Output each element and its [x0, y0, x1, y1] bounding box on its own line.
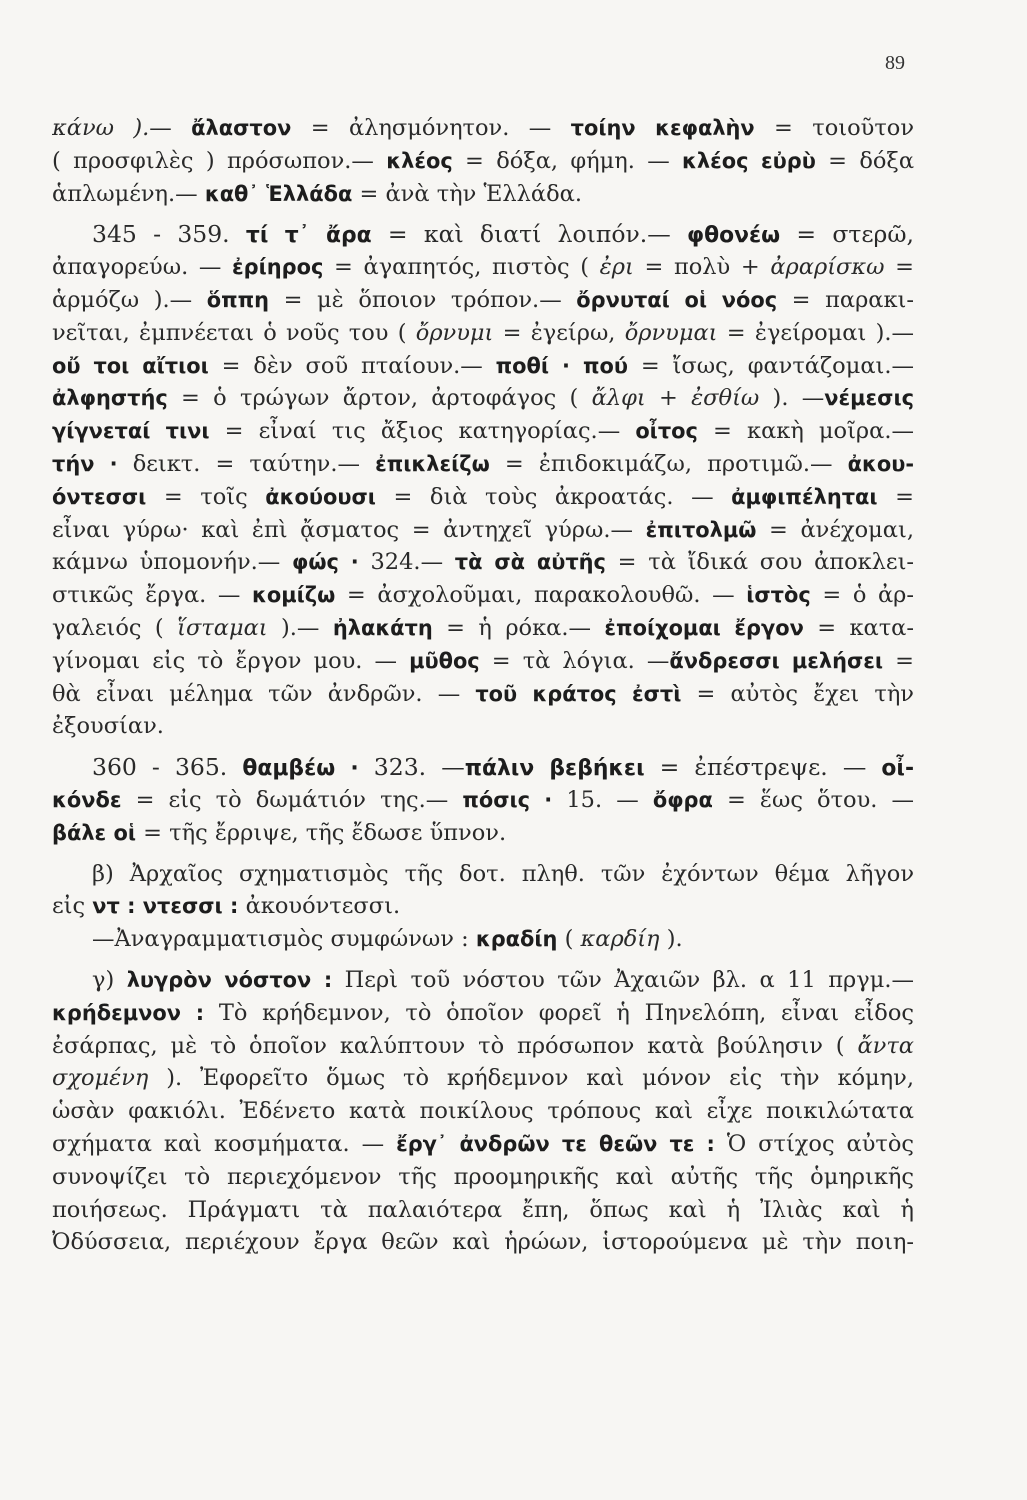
commentary-text	[52, 112, 914, 1259]
text-line: —Ἀναγραμματισμὸς συμφώνων : κραδίη ( καρδίη ).	[92, 926, 683, 953]
text-line: βάλε οἱ = τῆς ἔρριψε, τῆς ἔδωσε ὕπνον.	[52, 819, 507, 846]
text-line: νεῖται, ἐμπνέεται ὁ νοῦς του ( ὄρνυμι = ἐγείρω, ὄρνυμαι = ἐγείρομαι ).—	[52, 319, 914, 346]
text-line: κόνδε = εἰς τὸ δωμάτιόν της.— πόσις · 15. — ὄφρα = ἕως ὅτου. —	[52, 786, 914, 813]
text-line: 345 - 359. τί τ᾽ ἄρα = καὶ διατί λοιπόν.— φθονέω = στερῶ,	[92, 220, 914, 249]
text-line: γ) λυγρὸν νόστον : Περὶ τοῦ νόστου τῶν Ἀχαιῶν βλ. α 11 πργμ.—	[92, 966, 914, 993]
text-line: ὡσὰν φακιόλι. Ἐδένετο κατὰ ποικίλους τρόπους καὶ εἶχε ποικιλώτατα	[52, 1098, 914, 1125]
text-line: σχήματα καὶ κοσμήματα. — ἔργ᾽ ἀνδρῶν τε θεῶν τε : Ὁ στίχος αὐτὸς	[52, 1130, 914, 1157]
text-line: β) Ἀρχαῖος σχηματισμὸς τῆς δοτ. πληθ. τῶν ἐχόντων θέμα λῆγον	[92, 860, 914, 887]
text-line: συνοψίζει τὸ περιεχόμενον τῆς προομηρικῆς καὶ αὐτῆς τῆς ὁμηρικῆς	[52, 1163, 914, 1190]
text-line: στικῶς ἔργα. — κομίζω = ἀσχολοῦμαι, παρακολουθῶ. — ἱστὸς = ὁ ἀρ-	[52, 582, 914, 609]
text-line: ἐξουσίαν.	[52, 713, 164, 740]
text-line: ἀλφηστής = ὁ τρώγων ἄρτον, ἀρτοφάγος ( ἄλφι + ἐσθίω ). —νέμεσις	[52, 385, 914, 412]
text-line: γίγνεταί τινι = εἶναί τις ἄξιος κατηγορίας.— οἶτος = κακὴ μοῖρα.—	[52, 418, 914, 445]
text-line: οὔ τοι αἴτιοι = δὲν σοῦ πταίουν.— ποθί · πού = ἴσως, φαντάζομαι.—	[52, 352, 914, 379]
text-line: ἁπλωμένη.— καθ᾽ Ἑλλάδα = ἀνὰ τὴν Ἑλλάδα.	[52, 180, 582, 207]
text-line: ποιήσεως. Πράγματι τὰ παλαιότερα ἔπη, ὅπως καὶ ἡ Ἰλιὰς καὶ ἡ	[52, 1196, 914, 1223]
text-line: ἀπαγορεύω. — ἐρίηρος = ἀγαπητός, πιστὸς ( ἐρι = πολὺ + ἀραρίσκω =	[52, 254, 914, 281]
text-line: θὰ εἶναι μέλημα τῶν ἀνδρῶν. — τοῦ κράτος ἐστὶ = αὐτὸς ἔχει τὴν	[52, 680, 914, 707]
text-line: ἐσάρπας, μὲ τὸ ὁποῖον καλύπτουν τὸ πρόσωπον κατὰ βούλησιν ( ἄντα	[52, 1032, 914, 1059]
text-line: κάμνω ὑπομονήν.— φώς · 324.— τὰ σὰ αὐτῆς = τὰ ἴδικά σου ἀποκλει-	[52, 549, 914, 576]
text-line: κάνω ).— ἄλαστον = ἀλησμόνητον. — τοίην κεφαλὴν = τοιοῦτον	[52, 115, 914, 141]
text-line: 360 - 365. θαμβέω · 323. —πάλιν βεβήκει = ἐπέστρεψε. — οἶ-	[92, 753, 914, 782]
page-number: 89	[885, 52, 905, 74]
text-line: τήν · δεικτ. = ταύτην.— ἐπικλείζω = ἐπιδοκιμάζω, προτιμῶ.— ἀκου-	[52, 450, 914, 477]
text-line: εἰς ντ : ντεσσι : ἀκουόντεσσι.	[52, 893, 401, 920]
text-line: γίνομαι εἰς τὸ ἔργον μου. — μῦθος = τὰ λόγια. —ἄνδρεσσι μελήσει =	[52, 647, 914, 674]
text-line: γαλειός ( ἵσταμαι ).— ἠλακάτη = ἡ ρόκα.— ἐποίχομαι ἔργον = κατα-	[52, 614, 914, 641]
text-line: ἁρμόζω ).— ὅππη = μὲ ὅποιον τρόπον.— ὄρνυταί οἱ νόος = παρακι-	[52, 286, 914, 313]
text-line: εἶναι γύρω· καὶ ἐπὶ ᾄσματος = ἀντηχεῖ γύρω.— ἐπιτολμῶ = ἀνέχομαι,	[52, 516, 914, 543]
text-line: όντεσσι = τοῖς ἀκούουσι = διὰ τοὺς ἀκροατάς. — ἀμφιπέληται =	[52, 483, 914, 510]
text-line: κρήδεμνον : Τὸ κρήδεμνον, τὸ ὁποῖον φορεῖ ἡ Πηνελόπη, εἶναι εἶδος	[52, 999, 914, 1026]
text-line: Ὀδύσσεια, περιέχουν ἔργα θεῶν καὶ ἡρώων, ἱστορούμενα μὲ τὴν ποιη-	[52, 1229, 914, 1256]
text-line: σχομένη ). Ἐφορεῖτο ὅμως τὸ κρήδεμνον καὶ μόνον εἰς τὴν κόμην,	[52, 1065, 914, 1092]
text-line: ( προσφιλὲς ) πρόσωπον.— κλέος = δόξα, φήμη. — κλέος εὐρὺ = δόξα	[52, 147, 914, 174]
